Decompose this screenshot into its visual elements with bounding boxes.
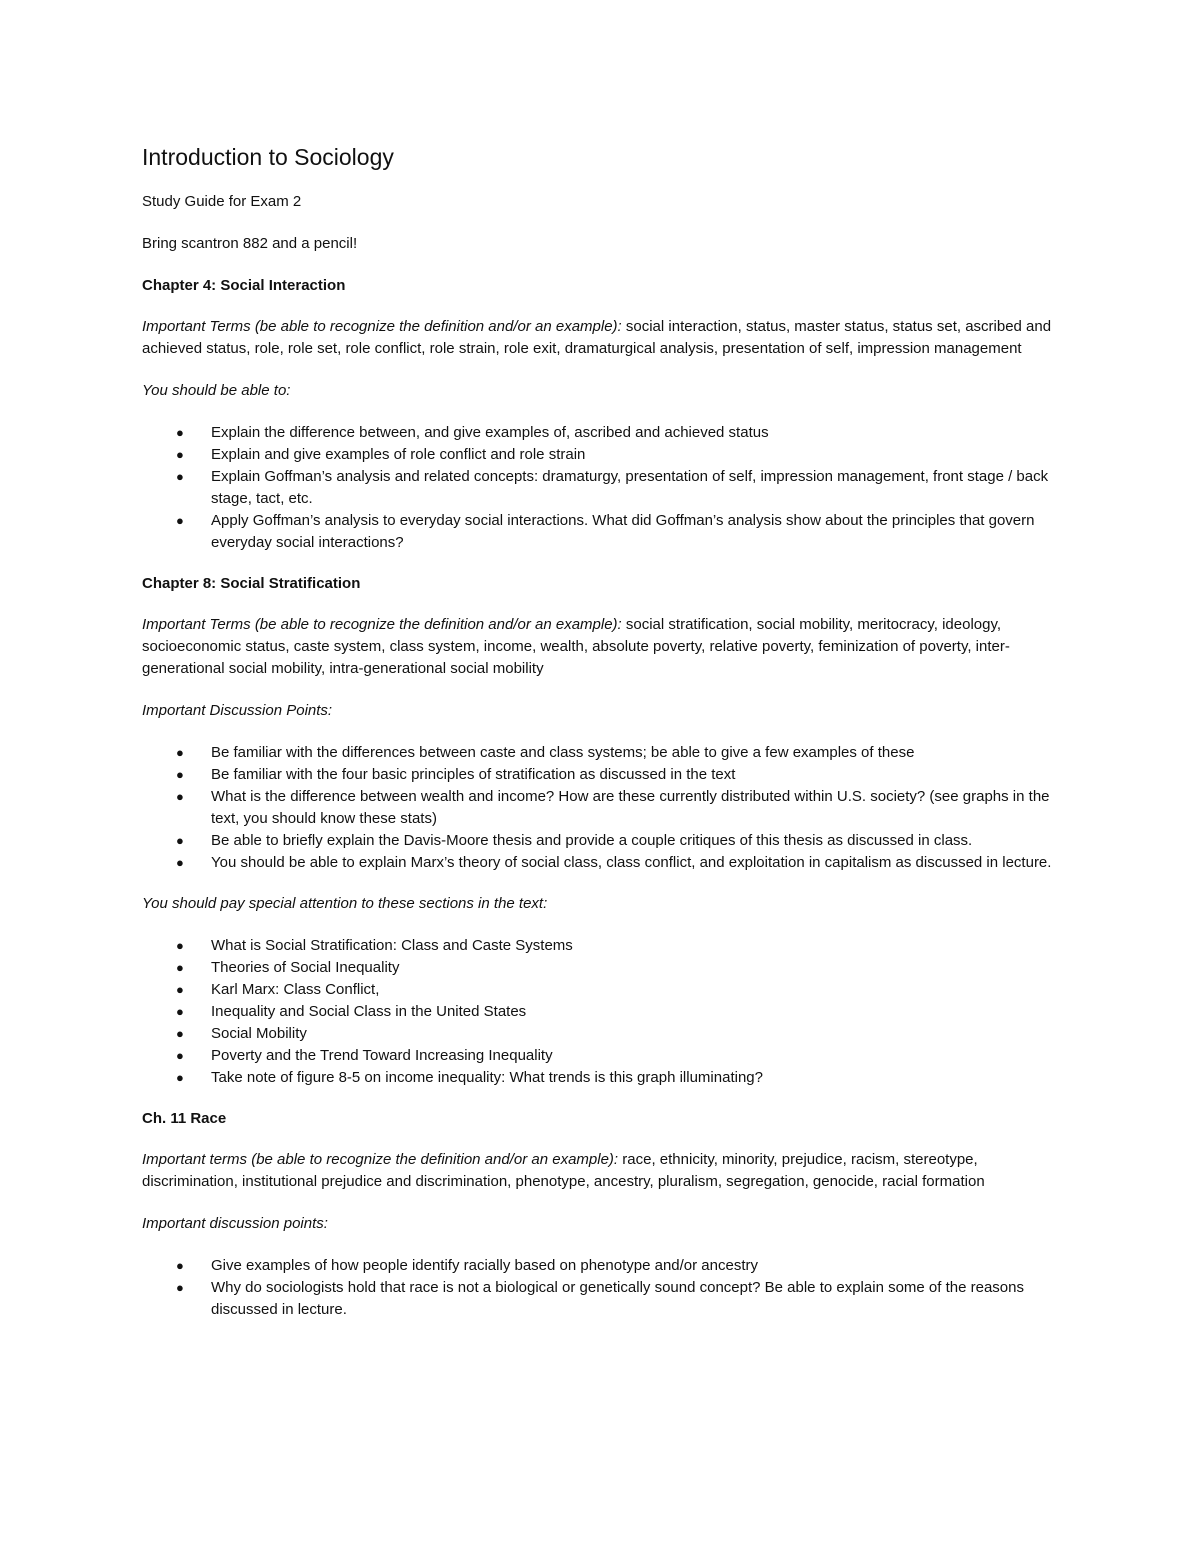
list-item-text: Apply Goffman’s analysis to everyday social interactions. What did Goffman’s analysis show about the principles that govern everyday social interactions? (211, 512, 1035, 551)
list-item-text: Poverty and the Trend Toward Increasing Inequality (211, 1047, 553, 1064)
bullet-icon: ● (176, 1070, 184, 1085)
bullet-icon: ● (176, 1004, 184, 1019)
list-item (142, 1255, 1062, 1277)
bullet-icon: ● (176, 1258, 184, 1273)
list-item (142, 742, 1062, 764)
list-item (142, 1045, 1062, 1067)
bullet-icon: ● (176, 833, 184, 848)
list-item-text: What is the difference between wealth and income? How are these currently distributed within U.S. society? (see graphs in the text, you should know these stats) (211, 788, 1050, 827)
list-item (142, 957, 1062, 979)
list-item-text: Be familiar with the four basic principles of stratification as discussed in the text (211, 766, 736, 783)
terms-label: Important terms (be able to recognize the definition and/or an example): (142, 1151, 619, 1168)
list-item-text: Be familiar with the differences between caste and class systems; be able to give a few examples of these (211, 744, 915, 761)
points-label: Important discussion points: (142, 1215, 328, 1232)
bullet-icon: ● (176, 1048, 184, 1063)
bullet-icon: ● (176, 425, 184, 440)
points-label: Important Discussion Points: (142, 702, 333, 719)
document-note: Bring scantron 882 and a pencil! (142, 235, 358, 252)
bullet-list (142, 935, 1062, 1089)
terms-label: Important Terms (be able to recognize the definition and/or an example): (142, 616, 622, 633)
bullet-list (142, 1255, 1062, 1321)
document-title: Introduction to Sociology (142, 144, 394, 170)
section-heading: Ch. 11 Race (142, 1110, 227, 1127)
list-item (142, 786, 1062, 830)
list-item (142, 1067, 1062, 1089)
bullet-icon: ● (176, 855, 184, 870)
list-item-text: Inequality and Social Class in the United States (211, 1003, 527, 1020)
list-item-text: Social Mobility (211, 1025, 307, 1042)
terms-text: social stratification, social mobility, meritocracy, ideology, socioeconomic status, caste system, class system, income, wealth, absolute poverty, relative poverty, feminization of poverty, inter-generational social mobility, intra-generational social mobility (142, 616, 1010, 677)
section-heading: Chapter 4: Social Interaction (142, 277, 346, 294)
list-item (142, 422, 1062, 444)
bullet-icon: ● (176, 513, 184, 528)
list-item-text: Explain the difference between, and give examples of, ascribed and achieved status (211, 424, 769, 441)
list-item-text: Be able to briefly explain the Davis-Moore thesis and provide a couple critiques of this thesis as discussed in class. (211, 832, 973, 849)
points-label: You should be able to: (142, 382, 291, 399)
bullet-icon: ● (176, 938, 184, 953)
terms-paragraph (142, 614, 1062, 680)
list-item-text: Theories of Social Inequality (211, 959, 400, 976)
list-item (142, 444, 1062, 466)
terms-paragraph (142, 316, 1062, 360)
terms-text: social interaction, status, master status, status set, ascribed and achieved status, role, role set, role conflict, role strain, role exit, dramaturgical analysis, presentation of self, impression management (142, 318, 1052, 357)
document-subtitle: Study Guide for Exam 2 (142, 193, 302, 210)
section-heading: Chapter 8: Social Stratification (142, 575, 361, 592)
list-item (142, 466, 1062, 510)
list-item (142, 1023, 1062, 1045)
list-item (142, 852, 1062, 874)
list-item (142, 510, 1062, 554)
list-item-text: You should be able to explain Marx’s theory of social class, class conflict, and exploitation in capitalism as discussed in lecture. (211, 854, 1052, 871)
bullet-icon: ● (176, 982, 184, 997)
bullet-list (142, 742, 1062, 874)
list-item-text: Explain Goffman’s analysis and related concepts: dramaturgy, presentation of self, impression management, front stage / back stage, tact, etc. (211, 468, 1049, 507)
bullet-icon: ● (176, 789, 184, 804)
section-chapter-4 (142, 275, 1062, 554)
list-item (142, 979, 1062, 1001)
bullet-icon: ● (176, 745, 184, 760)
terms-text: race, ethnicity, minority, prejudice, racism, stereotype, discrimination, institutional prejudice and discrimination, phenotype, ancestry, pluralism, segregation, genocide, racial formation (142, 1151, 985, 1190)
list-item-text: Why do sociologists hold that race is not a biological or genetically sound concept? Be able to explain some of the reasons discussed in lecture. (211, 1279, 1024, 1318)
bullet-icon: ● (176, 1026, 184, 1041)
terms-label: Important Terms (be able to recognize the definition and/or an example): (142, 318, 622, 335)
list-item-text: Take note of figure 8-5 on income inequality: What trends is this graph illuminating? (211, 1069, 763, 1086)
list-item-text: Karl Marx: Class Conflict, (211, 981, 380, 998)
bullet-icon: ● (176, 767, 184, 782)
list-item (142, 764, 1062, 786)
terms-paragraph (142, 1149, 1062, 1193)
list-item-text: Give examples of how people identify racially based on phenotype and/or ancestry (211, 1257, 758, 1274)
list-item (142, 830, 1062, 852)
bullet-icon: ● (176, 469, 184, 484)
bullet-list (142, 422, 1062, 554)
list-item-text: What is Social Stratification: Class and Caste Systems (211, 937, 573, 954)
list-item (142, 1277, 1062, 1321)
document-page (142, 140, 1062, 1340)
section-chapter-11 (142, 1108, 1062, 1321)
sections-label: You should pay special attention to these sections in the text: (142, 895, 548, 912)
list-item (142, 1001, 1062, 1023)
section-chapter-8 (142, 573, 1062, 1089)
list-item (142, 935, 1062, 957)
bullet-icon: ● (176, 960, 184, 975)
bullet-icon: ● (176, 1280, 184, 1295)
bullet-icon: ● (176, 447, 184, 462)
list-item-text: Explain and give examples of role conflict and role strain (211, 446, 586, 463)
